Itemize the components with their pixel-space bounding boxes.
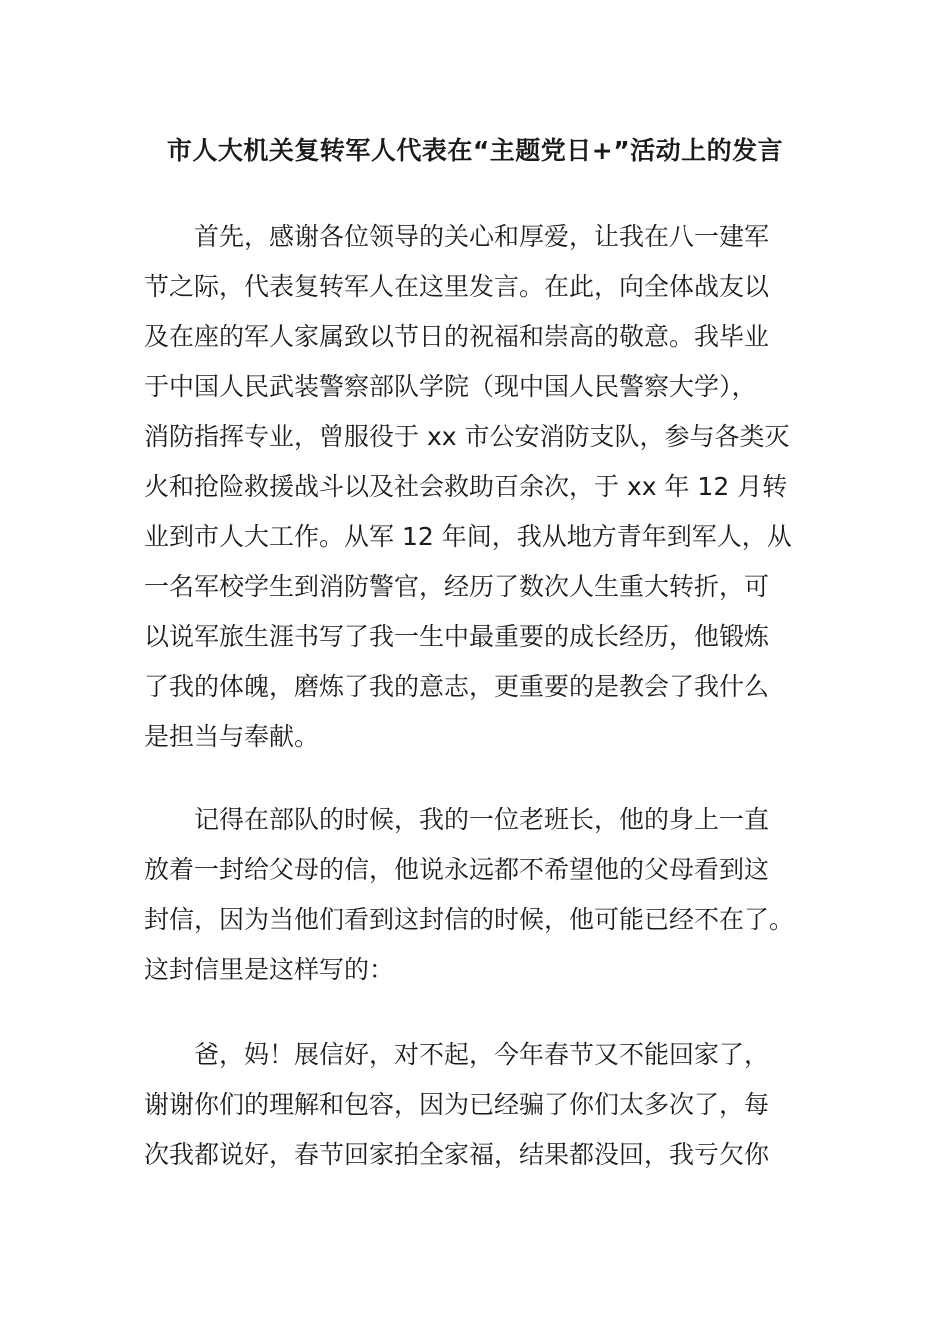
document-title: 市人大机关复转军人代表在“主题党日+”活动上的发言 bbox=[166, 136, 784, 165]
paragraph-line: 节之际，代表复转军人在这里发言。在此，向全体战友以 bbox=[144, 272, 770, 301]
paragraph-line: 了我的体魄，磨炼了我的意志，更重要的是教会了我什么 bbox=[144, 672, 770, 701]
paragraph-line: 谢谢你们的理解和包容，因为已经骗了你们太多次了，每 bbox=[144, 1090, 770, 1119]
paragraph-line: 记得在部队的时候，我的一位老班长，他的身上一直 bbox=[194, 805, 770, 834]
paragraph-line: 火和抢险救援战斗以及社会救助百余次，于 xx 年 12 月转 bbox=[144, 472, 788, 501]
paragraph-line: 次我都说好，春节回家拍全家福，结果都没回，我亏欠你 bbox=[144, 1140, 770, 1169]
paragraph-line: 是担当与奉献。 bbox=[144, 722, 320, 751]
paragraph-3 bbox=[144, 1030, 824, 1180]
paragraph-1 bbox=[144, 212, 824, 762]
paragraph-line: 以说军旅生涯书写了我一生中最重要的成长经历，他锻炼 bbox=[144, 622, 770, 651]
paragraph-line: 爸，妈！展信好，对不起，今年春节又不能回家了， bbox=[194, 1040, 770, 1069]
paragraph-line: 首先，感谢各位领导的关心和厚爱，让我在八一建军 bbox=[194, 222, 770, 251]
paragraph-line: 封信，因为当他们看到这封信的时候，他可能已经不在了。 bbox=[144, 905, 795, 934]
paragraph-line: 消防指挥专业，曾服役于 xx 市公安消防支队，参与各类灭 bbox=[144, 422, 790, 451]
paragraph-line: 业到市人大工作。从军 12 年间，我从地方青年到军人，从 bbox=[144, 522, 792, 551]
paragraph-line: 于中国人民武装警察部队学院（现中国人民警察大学）， bbox=[144, 372, 757, 401]
paragraph-2 bbox=[144, 795, 824, 995]
paragraph-line: 一名军校学生到消防警官，经历了数次人生重大转折，可 bbox=[144, 572, 770, 601]
paragraph-line: 放着一封给父母的信，他说永远都不希望他的父母看到这 bbox=[144, 855, 770, 884]
paragraph-line: 及在座的军人家属致以节日的祝福和崇高的敬意。我毕业 bbox=[144, 322, 770, 351]
paragraph-line: 这封信里是这样写的： bbox=[144, 955, 395, 984]
